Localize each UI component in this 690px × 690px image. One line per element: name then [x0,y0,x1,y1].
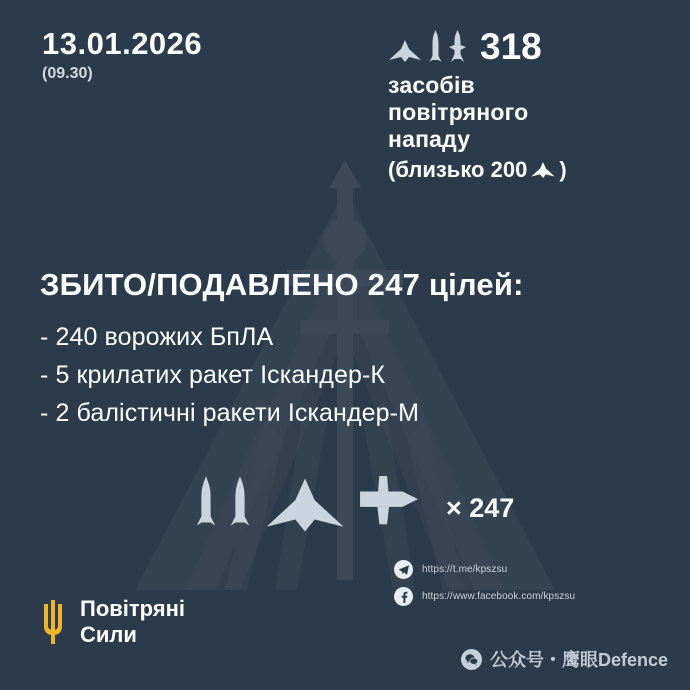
facebook-link[interactable] [394,587,654,606]
list-item: - 2 балістичні ракети Іскандер-М [40,399,420,428]
drone-icon [264,478,346,532]
missile-icon [429,30,442,62]
org-line-2: Сили [80,622,137,648]
results-title: ЗБИТО/ПОДАВЛЕНО 247 цілей: [40,267,524,302]
facebook-url: https://www.facebook.com/kpszsu [422,591,576,602]
list-item: - 5 крилатих ракет Іскандер-К [40,361,386,390]
org-line-1: Повітряні [80,596,186,622]
report-date: 13.01.2026 [42,26,203,61]
summary-top-row [388,26,656,66]
header [42,26,656,181]
organization-name [80,596,185,648]
approx-note [388,159,656,181]
list-item: - 240 ворожих БпЛА [40,323,274,352]
wechat-icon [461,649,482,670]
telegram-icon [394,560,413,579]
report-time: (09.30) [42,65,93,82]
total-label-line-3: нападу [388,126,471,153]
missile-icon [196,470,216,532]
downed-icons-strip [196,470,514,532]
telegram-link[interactable] [394,560,654,579]
results-list [40,318,654,432]
drone-icon-small [530,162,556,178]
telegram-url: https://t.me/kpszsu [422,564,508,575]
approx-text: (близько 200 [388,157,528,183]
cruise-missile-icon [360,476,418,532]
cruise-missile-icon [449,30,466,62]
drone-icon [388,40,422,62]
social-links [394,560,654,614]
total-label [388,72,656,153]
results-section [40,268,654,432]
missile-icon [230,470,250,532]
multiplier-label: × 247 [446,493,515,523]
approx-close: ) [559,157,567,183]
facebook-icon [394,587,413,606]
total-label-line-1: засобів [388,72,475,98]
attack-summary [388,26,656,181]
footer-branding [40,596,185,648]
total-count: 318 [480,25,542,67]
watermark [461,646,668,672]
summary-icons [388,30,466,62]
watermark-text: 公众号・鹰眼Defence [489,650,668,670]
trident-icon [40,600,66,644]
date-block [42,26,202,82]
total-label-line-2: повітряного [388,99,529,126]
